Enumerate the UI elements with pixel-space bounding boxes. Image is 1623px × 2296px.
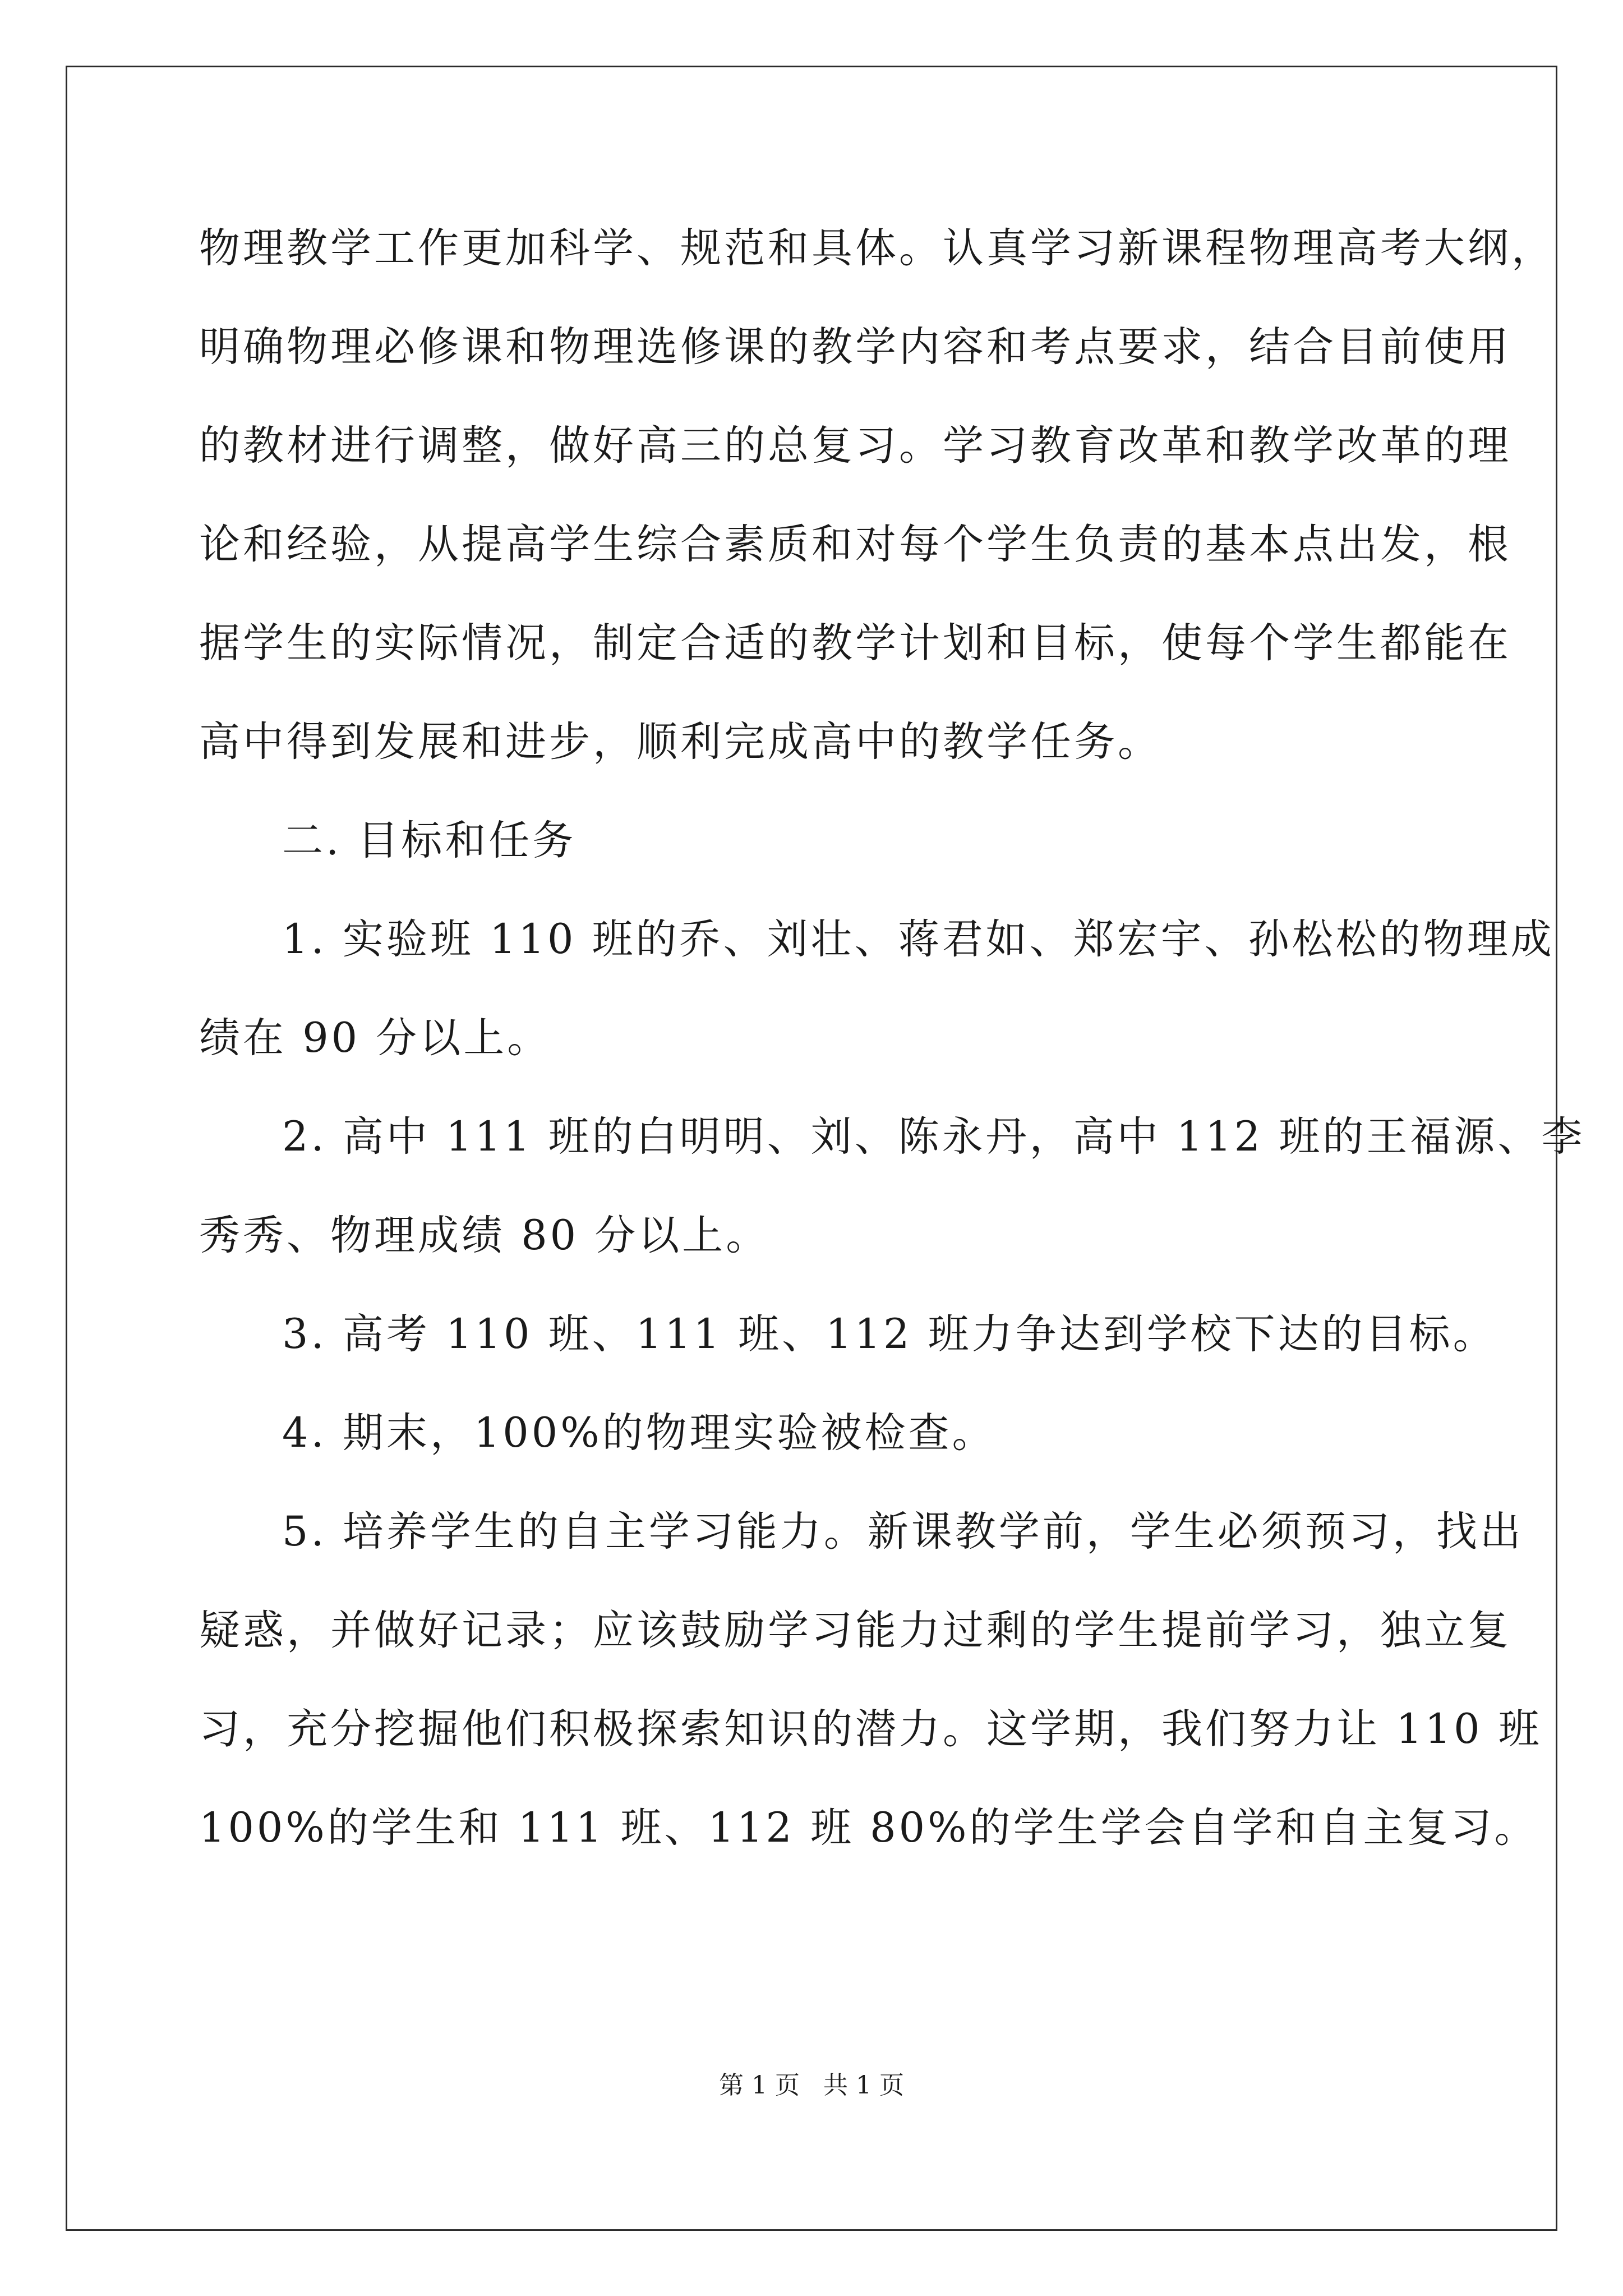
goal-4: 4. 期末，100%的物理实验被检查。 [282, 1409, 996, 1457]
body-line-6: 高中得到发展和进步，顺利完成高中的教学任务。 [199, 718, 1161, 766]
body-line-1: 物理教学工作更加科学、规范和具体。认真学习新课程物理高考大纲， [199, 224, 1555, 272]
goal-2-line-2: 秀秀、物理成绩 80 分以上。 [199, 1212, 770, 1259]
goal-1-line-1: 1. 实验班 110 班的乔、刘壮、蒋君如、郑宏宇、孙松松的物理成 [282, 915, 1555, 963]
body-line-2: 明确物理必修课和物理选修课的教学内容和考点要求，结合目前使用 [199, 323, 1511, 371]
body-line-4: 论和经验，从提高学生综合素质和对每个学生负责的基本点出发，根 [199, 521, 1511, 568]
body-line-5: 据学生的实际情况，制定合适的教学计划和目标，使每个学生都能在 [199, 619, 1511, 667]
goal-2-line-1: 2. 高中 111 班的白明明、刘、陈永丹，高中 112 班的王福源、李 [282, 1113, 1585, 1161]
goal-5-line-3: 习，充分挖掘他们积极探索知识的潜力。这学期，我们努力让 110 班 [199, 1705, 1542, 1753]
page-footer: 第 1 页 共 1 页 [719, 2071, 904, 2100]
goal-1-line-2: 绩在 90 分以上。 [199, 1014, 551, 1062]
goal-5-line-4: 100%的学生和 111 班、112 班 80%的学生学会自学和自主复习。 [199, 1804, 1538, 1852]
section-heading: 二. 目标和任务 [282, 817, 577, 864]
body-line-3: 的教材进行调整，做好高三的总复习。学习教育改革和教学改革的理 [199, 422, 1511, 470]
goal-5-line-1: 5. 培养学生的自主学习能力。新课教学前，学生必须预习，找出 [282, 1508, 1524, 1556]
goal-5-line-2: 疑惑，并做好记录；应该鼓励学习能力过剩的学生提前学习，独立复 [199, 1607, 1511, 1654]
goal-3: 3. 高考 110 班、111 班、112 班力争达到学校下达的目标。 [282, 1310, 1497, 1358]
